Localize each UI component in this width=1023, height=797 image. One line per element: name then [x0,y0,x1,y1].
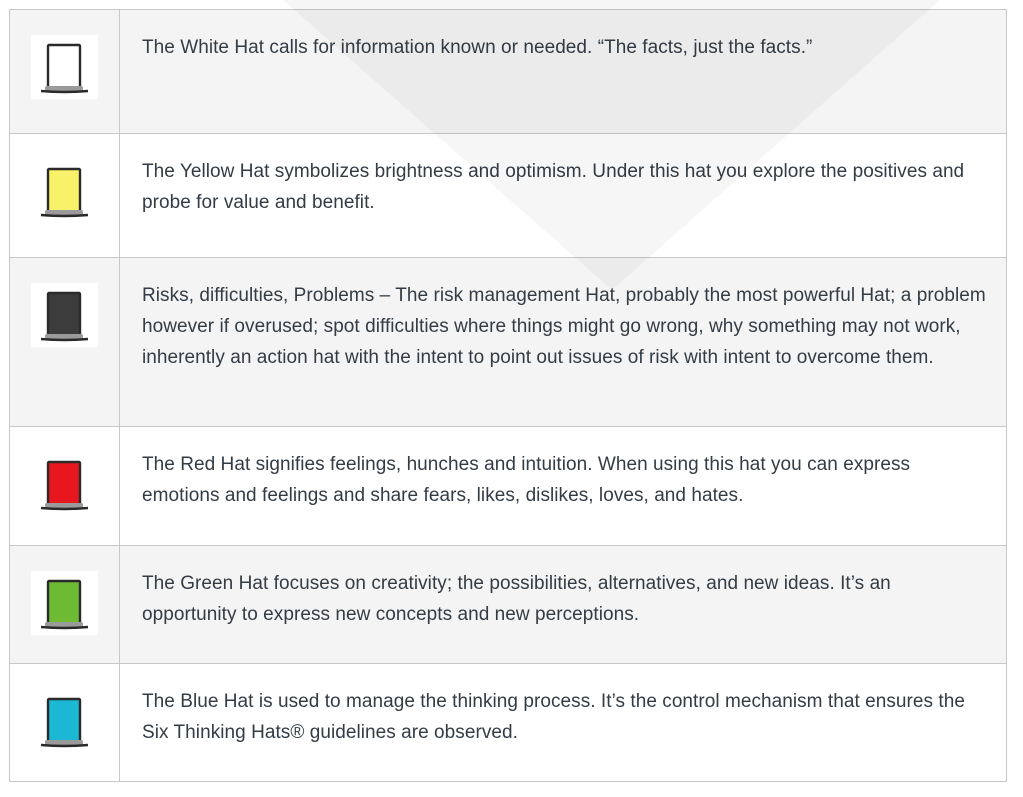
blue-hat-icon [31,689,98,753]
hat-row-green [10,546,1007,664]
hat-row-red [10,427,1007,546]
green-hat-icon [31,571,98,635]
white-hat-icon [31,35,98,99]
hat-row-white [10,10,1007,134]
black-hat-icon [31,283,98,347]
hat-icon-cell [10,10,120,134]
hat-row-blue [10,664,1007,782]
hat-description: The Yellow Hat symbolizes brightness and optimism. Under this hat you explore the positives and probe for value and benefit. [120,134,1007,258]
hat-description: The Green Hat focuses on creativity; the possibilities, alternatives, and new ideas. It’s an opportunity to express new concepts and new perceptions. [120,546,1007,664]
hat-row-black [10,258,1007,427]
six-hats-table [9,9,1007,782]
hat-icon-cell [10,134,120,258]
hat-icon-cell [10,427,120,546]
hat-description: The Blue Hat is used to manage the thinking process. It’s the control mechanism that ensures the Six Thinking Hats® guidelines are observed. [120,664,1007,782]
hat-icon-cell [10,664,120,782]
hat-description: The Red Hat signifies feelings, hunches and intuition. When using this hat you can express emotions and feelings and share fears, likes, dislikes, loves, and hates. [120,427,1007,546]
hat-description: Risks, difficulties, Problems – The risk management Hat, probably the most powerful Hat; a problem however if overused; spot difficulties where things might go wrong, why something may not work, inherently an action hat with the intent to point out issues of risk with intent to overcome them. [120,258,1007,427]
yellow-hat-icon [31,159,98,223]
hat-description: The White Hat calls for information known or needed. “The facts, just the facts.” [120,10,1007,134]
hat-row-yellow [10,134,1007,258]
red-hat-icon [31,452,98,516]
hat-icon-cell [10,546,120,664]
hat-icon-cell [10,258,120,427]
